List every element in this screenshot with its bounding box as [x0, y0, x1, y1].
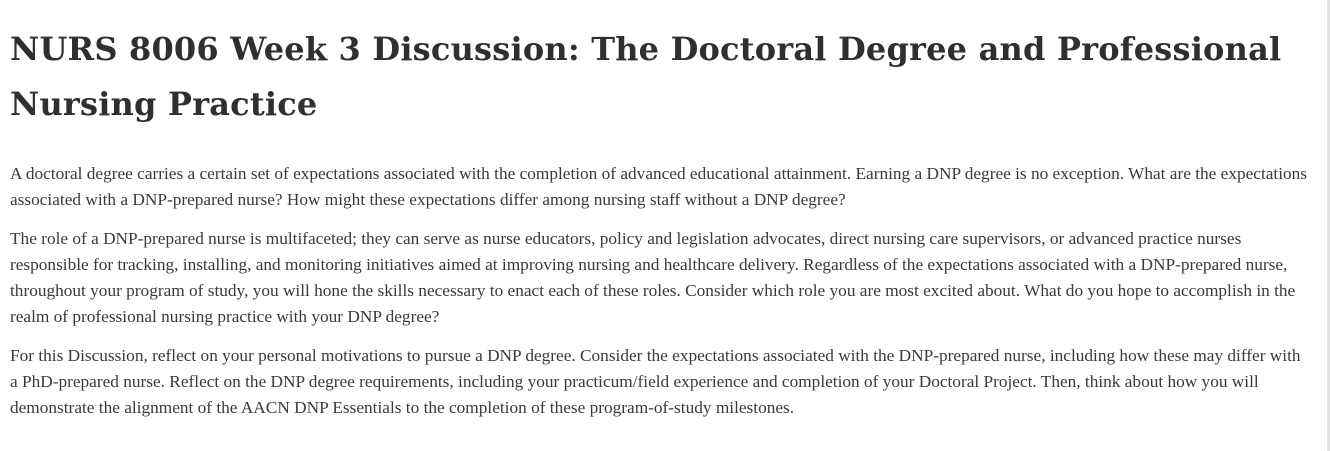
article-body [10, 161, 1308, 421]
paragraph-instructions: For this Discussion, reflect on your personal motivations to pursue a DNP degree. Consider the expectations associated with the DNP-prepared nurse, including how these may differ with a PhD-prepared nurse. Reflect on the DNP degree requirements, including your practicum/field experience and completion of your Doctoral Project. Then, think about how you will demonstrate the alignment of the AACN DNP Essentials to the completion of these program-of-study milestones. [10, 346, 1301, 417]
article-title: NURS 8006 Week 3 Discussion: The Doctoral Degree and Professional Nursing Practice [10, 30, 1282, 123]
paragraph-intro: A doctoral degree carries a certain set of expectations associated with the completion of advanced educational attainment. Earning a DNP degree is no exception. What are the expectations associated with a DNP-prepared nurse? How might these expectations differ among nursing staff without a DNP degree? [10, 164, 1308, 209]
paragraph-roles: The role of a DNP-prepared nurse is multifaceted; they can serve as nurse educators, policy and legislation advocates, direct nursing care supervisors, or advanced practice nurses responsible for tracking, installing, and monitoring initiatives aimed at improving nursing and healthcare delivery. Regardless of the expectations associated with a DNP-prepared nurse, throughout your program of study, you will hone the skills necessary to enact each of these roles. Consider which role you are most excited about. What do you hope to accomplish in the realm of professional nursing practice with your DNP degree? [10, 229, 1296, 326]
